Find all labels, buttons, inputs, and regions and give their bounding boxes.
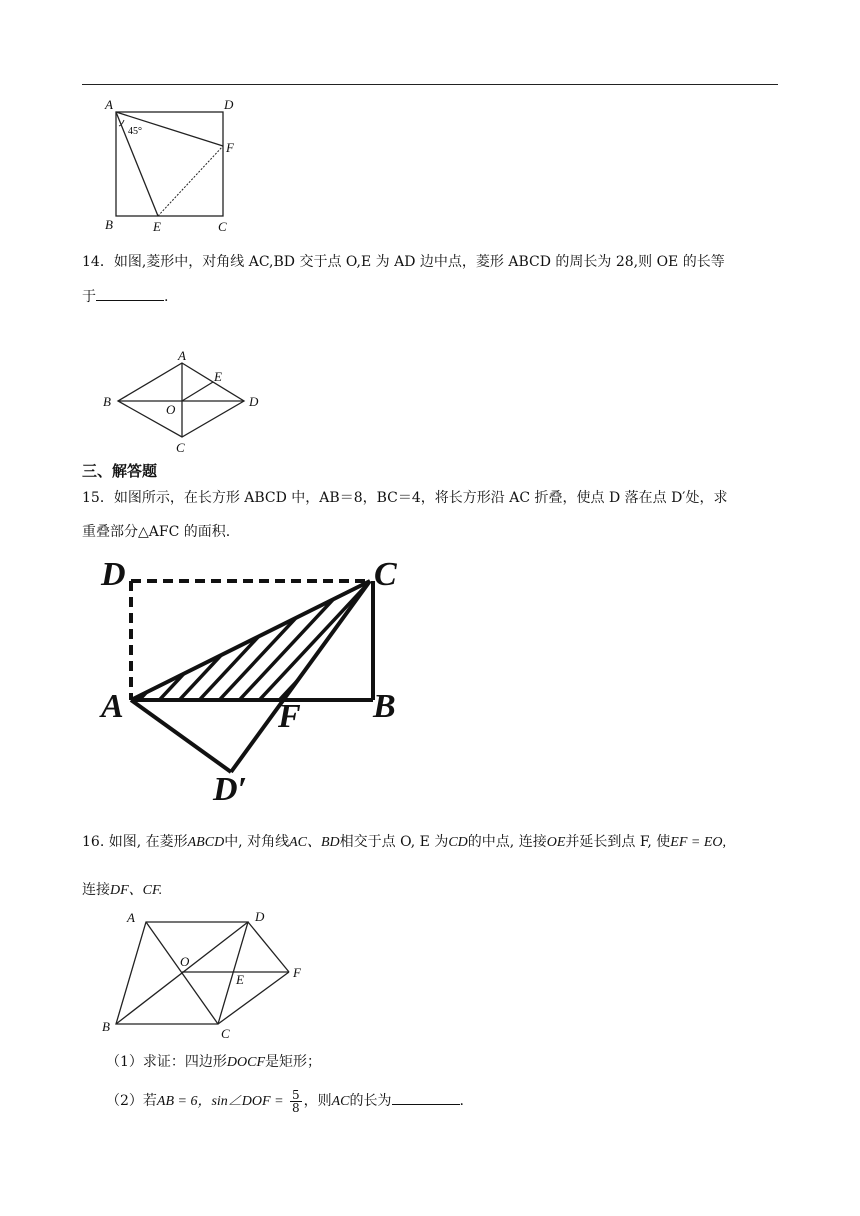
q16-part2: （2）若AB = 6，sin∠DOF = $\frac{5}{8}$ ，则AC的长为 .	[106, 1087, 464, 1115]
figure-rhombus-q14	[98, 348, 268, 458]
label-d: D	[224, 97, 234, 112]
label-c: C	[218, 219, 227, 234]
label-b: B	[105, 217, 113, 232]
q14-line2: 于 .	[82, 286, 168, 307]
section-heading: 三、解答题	[82, 462, 158, 480]
label-d: D	[101, 556, 126, 593]
label-o: O	[166, 402, 176, 417]
label-a: A	[178, 348, 186, 363]
q15-line2: 重叠部分△AFC 的面积.	[82, 524, 231, 540]
label-e: E	[214, 369, 222, 384]
answer-blank[interactable]	[392, 1090, 460, 1105]
figure-rhombus-q16	[96, 904, 316, 1044]
label-d: D	[255, 909, 265, 924]
q15-line1: 15．如图所示，在长方形 ABCD 中，AB＝8，BC＝4，将长方形沿 AC 折叠，使点 D 落在点 D′处，求	[82, 490, 728, 506]
label-f: F	[293, 965, 301, 980]
header-rule	[82, 84, 778, 85]
label-a: A	[127, 910, 135, 925]
label-o: O	[180, 954, 190, 969]
q14-line1: 14．如图,菱形中，对角线 AC,BD 交于点 O,E 为 AD 边中点，菱形 ABCD 的周长为 28,则 OE 的长等	[82, 254, 725, 270]
q16-line1: 16. 如图, 在菱形ABCD中, 对角线AC、BD相交于点 O, E 为CD的中点, 连接OE并延长到点 F, 使EF = EO,	[82, 834, 726, 850]
label-b: B	[373, 688, 396, 725]
label-d: D	[249, 394, 259, 409]
q16-part1: （1）求证：四边形DOCF是矩形；	[106, 1054, 322, 1070]
figure-square-abcd	[100, 96, 250, 236]
q16-line2: 连接DF、CF.	[82, 882, 163, 898]
label-c: C	[374, 556, 397, 593]
label-a: A	[105, 97, 113, 112]
label-b: B	[102, 1019, 110, 1034]
label-f: F	[226, 140, 234, 155]
label-e: E	[236, 972, 244, 987]
angle-label: 45°	[128, 126, 142, 137]
label-c: C	[221, 1026, 230, 1041]
label-b: B	[103, 394, 111, 409]
fraction: $\frac{5}{8}$	[291, 1087, 300, 1115]
label-f: F	[278, 698, 301, 735]
label-a: A	[101, 688, 124, 725]
label-c: C	[176, 440, 185, 455]
label-d-prime: D′	[213, 771, 248, 808]
label-e: E	[153, 219, 161, 234]
figure-fold-rectangle	[96, 555, 416, 815]
answer-blank[interactable]	[96, 286, 164, 301]
